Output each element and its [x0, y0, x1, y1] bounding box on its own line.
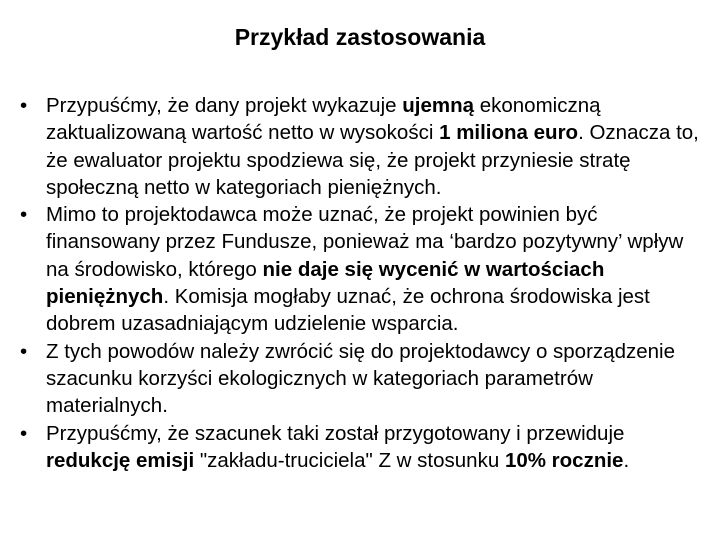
bullet-text: .: [623, 448, 630, 472]
bullet-text: Mimo to projektodawca może uznać, że projekt powinien być finansowany przez Fundusze, ponieważ ma ‘bardzo pozytywny’ wpływ na środowisko, którego: [46, 203, 684, 281]
bullet-text-bold: redukcję emisji: [46, 448, 195, 472]
bullet-text-bold: nie daje się wycenić w wartościach pieniężnych: [46, 257, 605, 309]
slide-title: Przykład zastosowania: [234, 24, 486, 50]
bullet-text: "zakładu-truciciela" Z w stosunku: [194, 448, 505, 472]
bullet-item: [46, 201, 710, 337]
bullet-text-bold: 1 miliona euro: [439, 121, 579, 145]
bullet-item: [46, 420, 710, 475]
bullet-item: [46, 338, 710, 420]
bullet-text: . Oznacza to, że ewaluator projektu spodziewa się, że projekt przyniesie stratę społeczną netto w kategoriach pieniężnych.: [46, 121, 699, 199]
bullet-text: ekonomiczną zaktualizowaną wartość netto w wysokości: [46, 94, 601, 145]
bullet-text: Z tych powodów należy zwrócić się do projektodawcy o sporządzenie szacunku korzyści ekologicznych w kategoriach parametrów materialnych.: [46, 339, 675, 418]
bullet-text-bold: 10% rocznie: [504, 448, 624, 472]
bullet-item: [46, 92, 710, 201]
bullet-list: [46, 92, 710, 474]
bullet-text: . Komisja mogłaby uznać, że ochrona środowiska jest dobrem uzasadniającym udzielenie wsparcia.: [46, 285, 650, 336]
bullet-text: Przypuśćmy, że szacunek taki został przygotowany i przewiduje: [46, 421, 625, 445]
bullet-text: Przypuśćmy, że dany projekt wykazuje: [46, 94, 403, 117]
bullet-text-bold: ujemną: [402, 94, 475, 117]
